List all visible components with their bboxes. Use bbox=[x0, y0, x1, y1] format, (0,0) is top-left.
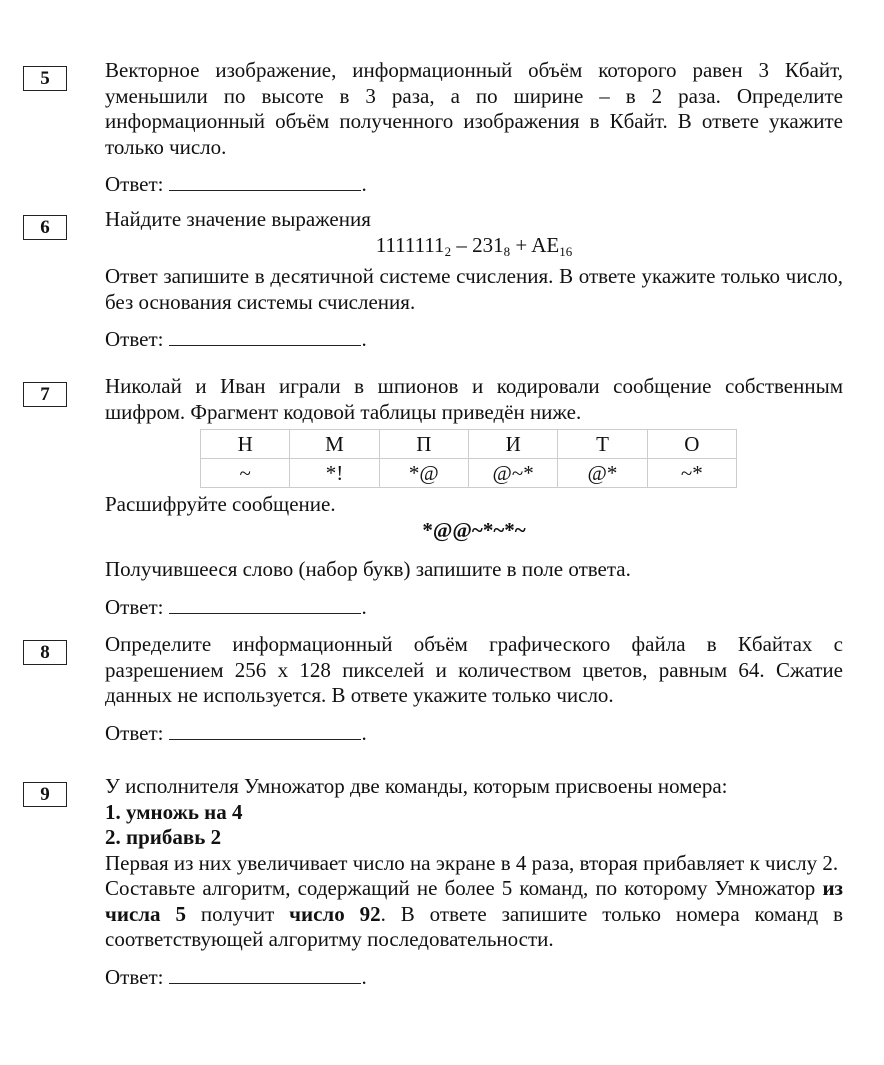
table-cell: @* bbox=[558, 459, 647, 488]
table-cell: *! bbox=[290, 459, 379, 488]
task-intro: Найдите значение выражения bbox=[105, 207, 371, 231]
task-intro: Николай и Иван играли в шпионов и кодировали сообщение собственным шифром. Фрагмент кодовой таблицы приведён ниже. bbox=[105, 374, 843, 424]
task-number: 7 bbox=[23, 382, 67, 407]
task-text: Определите информационный объём графического файла в Кбайтах с разрешением 256 x 128 пикселей и количеством цветов, равным 64. Сжатие данных не используется. В ответе укажите только число. bbox=[105, 632, 843, 707]
answer-field[interactable] bbox=[169, 327, 361, 346]
expression: $1111111_2 - 231_8 + AE_{16}$ bbox=[375, 232, 573, 259]
code-table bbox=[200, 429, 737, 488]
answer-row: Ответ: . bbox=[105, 964, 367, 989]
answer-field[interactable] bbox=[169, 172, 361, 191]
answer-field[interactable] bbox=[169, 595, 361, 614]
table-cell: И bbox=[468, 430, 557, 459]
answer-field[interactable] bbox=[169, 721, 361, 740]
decode-instruction: Расшифруйте сообщение. bbox=[105, 492, 336, 516]
answer-field[interactable] bbox=[169, 965, 361, 984]
task-number: 6 bbox=[23, 215, 67, 240]
answer-row: Ответ: . bbox=[105, 327, 367, 351]
task-intro: У исполнителя Умножатор две команды, которым присвоены номера: bbox=[105, 774, 728, 798]
table-cell: Т bbox=[558, 430, 647, 459]
table-row-codes bbox=[201, 459, 737, 488]
answer-label: Ответ: bbox=[105, 964, 164, 989]
task-description: Первая из них увеличивает число на экране в 4 раза, вторая прибавляет к числу 2. bbox=[105, 850, 839, 875]
table-cell: ~ bbox=[201, 459, 290, 488]
task-number: 9 bbox=[23, 782, 67, 807]
command-2: 2. прибавь 2 bbox=[105, 825, 222, 849]
encoded-message: *@@~*~*~ bbox=[422, 517, 526, 542]
table-cell: П bbox=[379, 430, 468, 459]
answer-label: Ответ: bbox=[105, 594, 164, 619]
table-cell: @~* bbox=[468, 459, 557, 488]
table-cell: М bbox=[290, 430, 379, 459]
task-text: Векторное изображение, информационный объём которого равен 3 Кбайт, уменьшили по высоте в 3 раза, а по ширине – в 2 раза. Определите информационный объём полученного изображения в Кбайт. В ответе укажите только число. bbox=[105, 58, 843, 159]
answer-label: Ответ: bbox=[105, 172, 164, 196]
answer-label: Ответ: bbox=[105, 720, 164, 745]
answer-label: Ответ: bbox=[105, 327, 164, 351]
table-cell: О bbox=[647, 430, 736, 459]
answer-row: Ответ: . bbox=[105, 594, 367, 619]
table-cell: Н bbox=[201, 430, 290, 459]
task-text: Составьте алгоритм, содержащий не более 5 команд, по которому Умножатор из числа 5 получит число 92. В ответе запишите только номера команд в соответствующей алгоритму последовательности. bbox=[105, 876, 844, 951]
task-number: 5 bbox=[23, 66, 67, 91]
task-number: 8 bbox=[23, 640, 67, 665]
answer-row bbox=[105, 172, 843, 198]
task-text: Ответ запишите в десятичной системе счисления. В ответе укажите только число, без основания системы счисления. bbox=[105, 264, 843, 314]
table-cell: ~* bbox=[647, 459, 736, 488]
table-cell: *@ bbox=[379, 459, 468, 488]
task-text: Получившееся слово (набор букв) запишите в поле ответа. bbox=[105, 557, 631, 581]
answer-end: . bbox=[361, 172, 367, 196]
table-row-letters bbox=[201, 430, 737, 459]
command-1: 1. умножь на 4 bbox=[105, 799, 243, 824]
answer-row: Ответ: . bbox=[105, 720, 367, 745]
